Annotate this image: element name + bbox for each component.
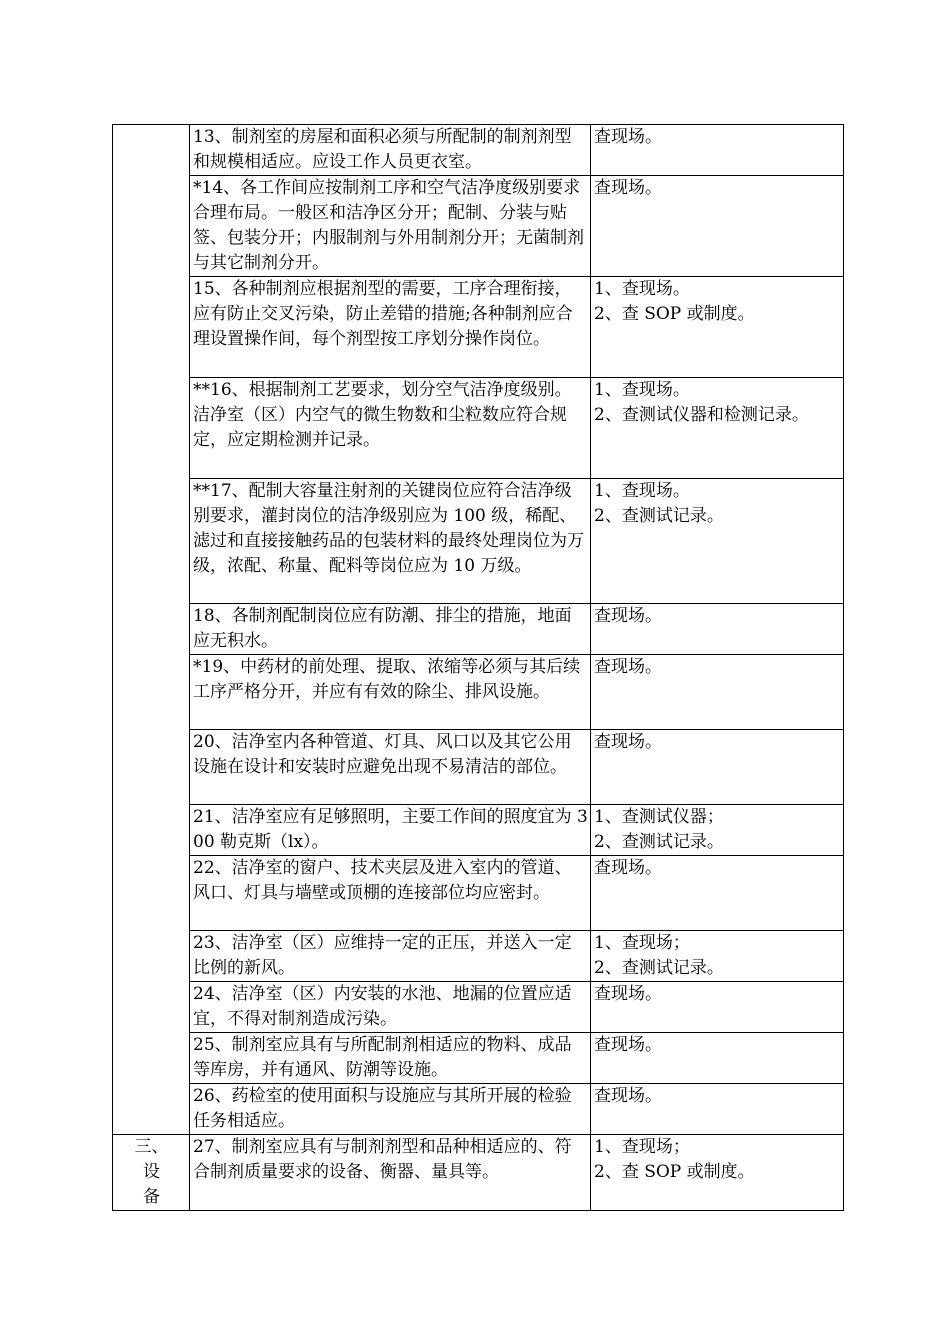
table-row: [113, 378, 844, 479]
item-cell: 22、洁净室的窗户、技术夹层及进入室内的管道、风口、灯具与墙壁或顶棚的连接部位均应密封。: [190, 856, 591, 931]
table-row: [113, 125, 844, 176]
method-line: 1、查现场；: [594, 1137, 690, 1157]
table-row: [113, 655, 844, 730]
method-line: 2、查 SOP 或制度。: [594, 1162, 755, 1182]
method-cell: [591, 655, 844, 730]
item-cell: 15、各种制剂应根据剂型的需要，工序合理衔接，应有防止交叉污染，防止差错的措施;各种制剂应合理设置操作间，每个剂型按工序划分操作岗位。: [190, 277, 591, 378]
method-line: 1、查现场。: [594, 481, 690, 501]
method-line: 查现场。: [594, 858, 662, 878]
table-row: [113, 805, 844, 856]
method-cell: [591, 931, 844, 982]
method-line: 查现场。: [594, 1035, 662, 1055]
method-cell: [591, 176, 844, 277]
table-row: [113, 856, 844, 931]
method-line: 2、查测试记录。: [594, 832, 724, 852]
method-line: 2、查测试仪器和检测记录。: [594, 405, 809, 425]
method-line: 2、查测试记录。: [594, 958, 724, 978]
item-cell: 23、洁净室（区）应维持一定的正压，并送入一定比例的新风。: [190, 931, 591, 982]
item-cell: **16、根据制剂工艺要求，划分空气洁净度级别。洁净室（区）内空气的微生物数和尘粒数应符合规定，应定期检测并记录。: [190, 378, 591, 479]
method-line: 查现场。: [594, 732, 662, 752]
method-line: 查现场。: [594, 606, 662, 626]
method-line: 1、查现场；: [594, 933, 690, 953]
method-line: 查现场。: [594, 1086, 662, 1106]
item-cell: 20、洁净室内各种管道、灯具、风口以及其它公用设施在设计和安装时应避免出现不易清洁的部位。: [190, 730, 591, 805]
method-cell: [591, 805, 844, 856]
item-cell: *14、各工作间应按制剂工序和空气洁净度级别要求合理布局。一般区和洁净区分开；配制、分装与贴签、包装分开；内服制剂与外用制剂分开；无菌制剂与其它制剂分开。: [190, 176, 591, 277]
inspection-table: [112, 124, 844, 1211]
section-label-line: 三、: [134, 1137, 169, 1157]
table-row: [113, 176, 844, 277]
item-cell: 24、洁净室（区）内安装的水池、地漏的位置应适宜，不得对制剂造成污染。: [190, 982, 591, 1033]
section-label-line: 设: [143, 1162, 160, 1182]
item-cell: 27、制剂室应具有与制剂剂型和品种相适应的、符合制剂质量要求的设备、衡器、量具等。: [190, 1135, 591, 1211]
method-cell: [591, 730, 844, 805]
item-cell: 25、制剂室应具有与所配制剂相适应的物料、成品等库房，并有通风、防潮等设施。: [190, 1033, 591, 1084]
method-line: 2、查测试记录。: [594, 506, 724, 526]
method-line: 查现场。: [594, 127, 662, 147]
method-cell: [591, 982, 844, 1033]
item-cell: 26、药检室的使用面积与设施应与其所开展的检验任务相适应。: [190, 1084, 591, 1135]
table-row: [113, 604, 844, 655]
section-label-line: 备: [143, 1187, 160, 1207]
method-line: 查现场。: [594, 657, 662, 677]
item-cell: 21、洁净室应有足够照明，主要工作间的照度宜为 300 勒克斯（lx）。: [190, 805, 591, 856]
method-cell: [591, 1084, 844, 1135]
method-cell: [591, 125, 844, 176]
item-cell: 13、制剂室的房屋和面积必须与所配制的制剂剂型和规模相适应。应设工作人员更衣室。: [190, 125, 591, 176]
section-cell-equipment: [113, 1135, 190, 1211]
table-row: [113, 479, 844, 604]
method-line: 1、查测试仪器；: [594, 807, 724, 827]
table-row: [113, 730, 844, 805]
item-cell: 18、各制剂配制岗位应有防潮、排尘的措施，地面应无积水。: [190, 604, 591, 655]
method-cell: [591, 378, 844, 479]
method-line: 2、查 SOP 或制度。: [594, 304, 755, 324]
table-row: [113, 1135, 844, 1211]
table-row: [113, 277, 844, 378]
item-cell: **17、配制大容量注射剂的关键岗位应符合洁净级别要求，灌封岗位的洁净级别应为 100 级，稀配、滤过和直接接触药品的包装材料的最终处理岗位为万级，浓配、称量、配料等岗位应为 10 万级。: [190, 479, 591, 604]
inspection-table-body: [113, 125, 844, 1211]
method-line: 查现场。: [594, 984, 662, 1004]
method-cell: [591, 604, 844, 655]
method-cell: [591, 1135, 844, 1211]
method-cell: [591, 479, 844, 604]
section-cell-continued: [113, 125, 190, 1135]
table-row: [113, 1033, 844, 1084]
table-row: [113, 931, 844, 982]
table-row: [113, 1084, 844, 1135]
method-cell: [591, 856, 844, 931]
method-cell: [591, 277, 844, 378]
item-cell: *19、中药材的前处理、提取、浓缩等必须与其后续工序严格分开，并应有有效的除尘、排风设施。: [190, 655, 591, 730]
table-row: [113, 982, 844, 1033]
method-line: 查现场。: [594, 178, 662, 198]
method-line: 1、查现场。: [594, 380, 690, 400]
method-cell: [591, 1033, 844, 1084]
method-line: 1、查现场。: [594, 279, 690, 299]
